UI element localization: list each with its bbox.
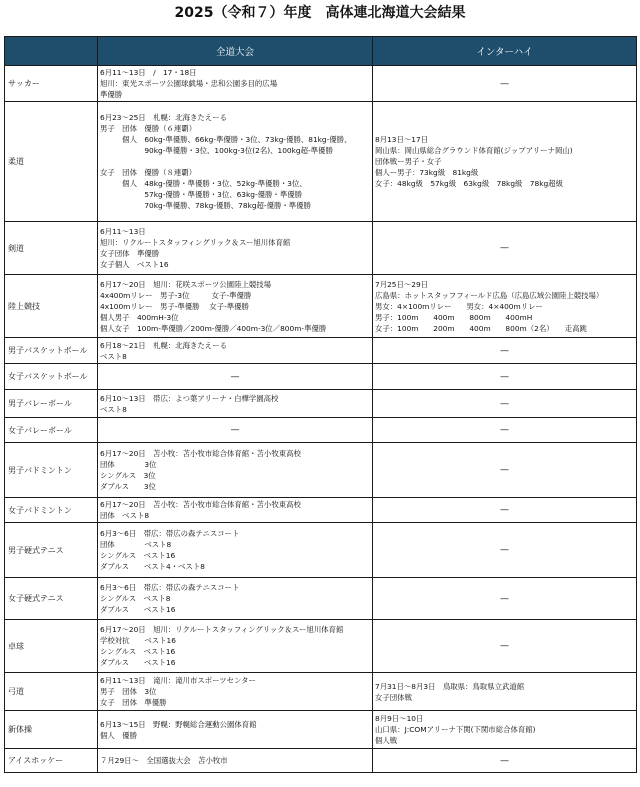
interhigh-empty: — <box>373 364 637 390</box>
table-row <box>5 275 637 338</box>
result-line: 90kg-準優勝・3位、100kg-3位(2名)、100kg超-準優勝 <box>100 146 333 155</box>
header-hokkaido: 全道大会 <box>98 37 373 66</box>
hokkaido-empty: — <box>98 418 373 443</box>
result-line: 準優勝 <box>100 90 123 99</box>
result-line: 6月18〜21日 札幌：北海きたえーる <box>100 340 227 350</box>
table-row <box>5 222 637 275</box>
interhigh-empty: — <box>373 222 637 275</box>
table-header-row <box>5 37 637 66</box>
result-line: 岡山県：岡山県総合グラウンド体育館(ジップアリーナ岡山) <box>375 146 573 155</box>
result-line: 個人戦 <box>375 736 398 745</box>
interhigh-result <box>373 275 637 338</box>
sport-name: 男子バレーボール <box>5 390 98 418</box>
table-row <box>5 523 637 578</box>
result-line: 6月13〜15日 野幌：野幌総合運動公園体育館 <box>100 719 257 729</box>
interhigh-empty: — <box>373 749 637 773</box>
interhigh-empty: — <box>373 390 637 418</box>
result-line: シングルス 3位 <box>100 471 156 480</box>
result-line: 女子個人 ベスト16 <box>100 260 169 269</box>
results-table <box>4 36 637 773</box>
result-line: 個人 48kg-優勝・準優勝・3位、52kg-準優勝・3位、 <box>100 179 307 188</box>
result-line: 男女：4×100mリレー 男女：4×400mリレー <box>375 301 543 311</box>
hokkaido-result <box>98 443 373 498</box>
result-line: 団体戦ー男子・女子 <box>375 157 442 166</box>
sport-name: 柔道 <box>5 102 98 222</box>
result-line: 6月17〜20日 旭川：花咲スポーツ公園陸上競技場 <box>100 279 272 289</box>
result-line: 6月10〜13日 帯広：よつ葉アリーナ・白樺学園高校 <box>100 393 279 403</box>
table-row <box>5 498 637 523</box>
table-row <box>5 749 637 773</box>
hokkaido-result <box>98 66 373 102</box>
result-line: ベスト8 <box>100 351 127 361</box>
result-line: シングルス ベスト16 <box>100 551 176 560</box>
interhigh-empty: — <box>373 620 637 673</box>
result-line: 個人男子 400mH-3位 <box>100 312 179 322</box>
result-line: 女子：100m 200m 400m 800m（2名） 走高跳 <box>375 323 587 333</box>
result-line: シングルス ベスト8 <box>100 594 171 603</box>
result-line: 7月25日〜29日 <box>375 279 429 289</box>
page-title: 2025（令和７）年度 高体連北海道大会結果 <box>174 5 466 21</box>
result-line: 4x400mリレー 男子-3位 女子-準優勝 <box>100 290 252 300</box>
sport-name: 新体操 <box>5 711 98 749</box>
result-line: シングルス ベスト16 <box>100 647 176 656</box>
sport-name: 男子バスケットボール <box>5 338 98 364</box>
result-line: ダブルス ベスト4・ベスト8 <box>100 562 205 571</box>
result-line: 6月11〜13日 滝川：滝川市スポーツセンター <box>100 676 256 685</box>
result-line: ダブルス 3位 <box>100 482 156 491</box>
result-line: 旭川：東光スポーツ公園球戯場・忠和公園多目的広場 <box>100 79 278 88</box>
interhigh-empty: — <box>373 66 637 102</box>
sport-name: 陸上競技 <box>5 275 98 338</box>
result-line: 個人女子 100m-準優勝／200m-優勝／400m-3位／800m-準優勝 <box>100 323 327 333</box>
table-row <box>5 418 637 443</box>
result-line: 個人ー男子：73kg級 81kg級 <box>375 168 479 177</box>
result-line: ベスト8 <box>100 404 127 414</box>
sport-name: アイスホッケー <box>5 749 98 773</box>
result-line: 男子 団体 優勝（６連覇） <box>100 124 197 133</box>
result-line: ７月29日〜 全国選抜大会 苫小牧市 <box>100 756 228 765</box>
hokkaido-result <box>98 390 373 418</box>
table-row <box>5 673 637 711</box>
sport-name: 弓道 <box>5 673 98 711</box>
result-line: 70kg-準優勝、78kg-優勝、78kg超-優勝・準優勝 <box>100 201 311 210</box>
result-line: 女子 団体 優勝（８連覇） <box>100 168 197 177</box>
hokkaido-result <box>98 275 373 338</box>
result-line: ダブルス ベスト16 <box>100 658 176 667</box>
interhigh-empty: — <box>373 443 637 498</box>
result-line: 8月9日〜10日 <box>375 714 424 723</box>
interhigh-result <box>373 102 637 222</box>
table-row <box>5 338 637 364</box>
interhigh-empty: — <box>373 523 637 578</box>
sport-name: 男子バドミントン <box>5 443 98 498</box>
result-line: 女子 団体 準優勝 <box>100 698 167 707</box>
result-line: 学校対抗 ベスト16 <box>100 636 176 645</box>
sport-name: 女子バスケットボール <box>5 364 98 390</box>
hokkaido-result <box>98 498 373 523</box>
table-row <box>5 443 637 498</box>
result-line: 団体 ベスト8 <box>100 511 150 520</box>
result-line: 6月23〜25日 札幌：北海きたえーる <box>100 113 227 122</box>
table-row <box>5 578 637 620</box>
sport-name: 女子バレーボール <box>5 418 98 443</box>
result-line: 団体 ベスト8 <box>100 540 172 549</box>
result-line: 8月13日〜17日 <box>375 135 429 144</box>
hokkaido-result <box>98 749 373 773</box>
result-line: 4x100mリレー 男子-準優勝 女子-準優勝 <box>100 301 249 311</box>
result-line: 6月17〜20日 苫小牧：苫小牧市総合体育館・苫小牧東高校 <box>100 500 301 509</box>
interhigh-empty: — <box>373 498 637 523</box>
interhigh-empty: — <box>373 338 637 364</box>
interhigh-result <box>373 673 637 711</box>
result-line: 6月11〜13日 / 17・18日 <box>100 68 197 77</box>
hokkaido-result <box>98 711 373 749</box>
result-line: 男子 団体 3位 <box>100 687 157 696</box>
hokkaido-result <box>98 523 373 578</box>
result-line: 7月31日〜8月3日 鳥取県：鳥取県立武道館 <box>375 681 525 691</box>
result-line: 6月17〜20日 苫小牧：苫小牧市総合体育館・苫小牧東高校 <box>100 449 301 458</box>
result-line: 個人 優勝 <box>100 730 137 740</box>
sport-name: 女子硬式テニス <box>5 578 98 620</box>
hokkaido-result <box>98 620 373 673</box>
table-row <box>5 66 637 102</box>
result-line: 広島県：ホットスタッフフィールド広島（広島広域公園陸上競技場） <box>375 290 604 300</box>
header-interhigh: インターハイ <box>373 37 637 66</box>
interhigh-empty: — <box>373 578 637 620</box>
result-line: 女子団体戦 <box>375 692 412 702</box>
table-row <box>5 711 637 749</box>
table-row <box>5 364 637 390</box>
result-line: 山口県：J:COMアリーナ下関(下関市総合体育館) <box>375 725 536 734</box>
sport-name: 卓球 <box>5 620 98 673</box>
result-line: 6月17〜20日 旭川：リクルートスタッフィングリック＆スー旭川体育館 <box>100 625 344 634</box>
result-line: 57kg-優勝・準優勝・3位、63kg-優勝・準優勝 <box>100 190 302 199</box>
result-line: 個人 60kg-準優勝、66kg-準優勝・3位、73kg-優勝、81kg-優勝、 <box>100 135 352 144</box>
result-line <box>100 156 370 167</box>
interhigh-empty: — <box>373 418 637 443</box>
sport-name: サッカー <box>5 66 98 102</box>
hokkaido-result <box>98 102 373 222</box>
result-line: 団体 3位 <box>100 460 157 469</box>
result-line: 男子：100m 400m 800m 400mH <box>375 312 533 322</box>
result-line: 女子：48kg級 57kg級 63kg級 78kg級 78kg超級 <box>375 179 563 188</box>
result-line: 6月3〜6日 帯広：帯広の森テニスコート <box>100 583 240 592</box>
table-row <box>5 620 637 673</box>
hokkaido-result <box>98 222 373 275</box>
interhigh-result <box>373 711 637 749</box>
result-line: 6月3〜6日 帯広：帯広の森テニスコート <box>100 529 240 538</box>
header-sport <box>5 37 98 66</box>
result-line: ダブルス ベスト16 <box>100 605 176 614</box>
sport-name: 剣道 <box>5 222 98 275</box>
result-line: 女子団体 準優勝 <box>100 249 160 258</box>
hokkaido-result <box>98 673 373 711</box>
sport-name: 女子バドミントン <box>5 498 98 523</box>
result-line: 6月11〜13日 <box>100 227 146 236</box>
hokkaido-result <box>98 338 373 364</box>
table-row <box>5 390 637 418</box>
hokkaido-empty: — <box>98 364 373 390</box>
sport-name: 男子硬式テニス <box>5 523 98 578</box>
table-row <box>5 102 637 222</box>
result-line: 旭川：リクルートスタッフィングリック＆スー旭川体育館 <box>100 238 291 247</box>
hokkaido-result <box>98 578 373 620</box>
